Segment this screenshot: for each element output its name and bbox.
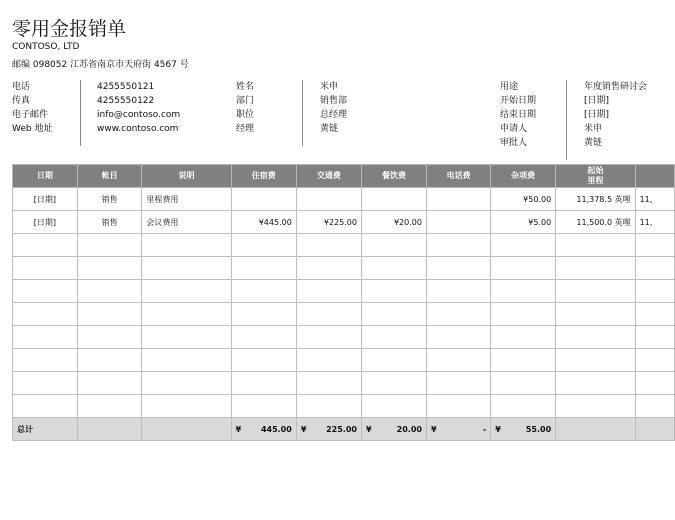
account-cell[interactable] bbox=[77, 349, 142, 372]
total-value: - bbox=[482, 424, 487, 434]
date-cell[interactable] bbox=[13, 303, 78, 326]
total-lodging bbox=[231, 418, 296, 441]
description-cell[interactable] bbox=[142, 326, 231, 349]
account-cell[interactable] bbox=[77, 395, 142, 418]
misc-cell[interactable] bbox=[491, 326, 556, 349]
start-date-value[interactable]: [日期] bbox=[584, 96, 610, 106]
description-cell[interactable] bbox=[142, 234, 231, 257]
start-mileage-cell[interactable] bbox=[556, 349, 635, 372]
column-header-start-mileage: 起始 里程 bbox=[556, 165, 635, 188]
meals-cell[interactable] bbox=[361, 280, 426, 303]
end-mileage-cell[interactable] bbox=[635, 372, 674, 395]
employee-labels bbox=[236, 80, 254, 136]
phone-cell[interactable] bbox=[426, 349, 490, 372]
date-cell[interactable] bbox=[13, 326, 78, 349]
total-meals bbox=[361, 418, 426, 441]
account-cell[interactable] bbox=[77, 372, 142, 395]
purpose-label: 申请人 bbox=[500, 124, 528, 134]
table-row bbox=[13, 257, 675, 280]
column-header-transport: 交通费 bbox=[296, 165, 361, 188]
table-row bbox=[13, 188, 675, 211]
table-row bbox=[13, 349, 675, 372]
lodging-cell[interactable] bbox=[231, 188, 296, 211]
total-row bbox=[13, 418, 675, 441]
account-cell[interactable] bbox=[77, 303, 142, 326]
meals-cell[interactable] bbox=[361, 188, 426, 211]
purpose-value[interactable]: 年度销售研讨会 bbox=[584, 82, 648, 92]
employee-label: 姓名 bbox=[236, 82, 255, 92]
applicant-value[interactable]: 米申 bbox=[584, 124, 603, 134]
purpose-label: 用途 bbox=[500, 82, 519, 92]
start-mileage-cell[interactable] bbox=[556, 395, 635, 418]
start-mileage-cell[interactable] bbox=[556, 303, 635, 326]
misc-cell[interactable] bbox=[491, 395, 556, 418]
table-header-row bbox=[13, 165, 675, 188]
total-phone bbox=[426, 418, 490, 441]
end-mileage-cell[interactable] bbox=[635, 326, 674, 349]
total-account bbox=[77, 418, 142, 441]
account-cell[interactable]: 销售 bbox=[77, 211, 142, 234]
total-end-mileage bbox=[635, 418, 674, 441]
account-cell[interactable] bbox=[77, 234, 142, 257]
transport-cell[interactable] bbox=[296, 395, 361, 418]
employee-values bbox=[320, 80, 347, 136]
start-mileage-cell[interactable] bbox=[556, 234, 635, 257]
account-cell[interactable] bbox=[77, 280, 142, 303]
transport-cell[interactable] bbox=[296, 303, 361, 326]
column-header-description: 说明 bbox=[142, 165, 231, 188]
lodging-cell[interactable]: ¥445.00 bbox=[231, 211, 296, 234]
contact-labels bbox=[12, 80, 52, 136]
end-mileage-cell[interactable] bbox=[635, 395, 674, 418]
transport-cell[interactable] bbox=[296, 257, 361, 280]
page-title: 零用金报销单 bbox=[12, 18, 127, 40]
web-value[interactable]: www.contoso.com bbox=[97, 124, 179, 134]
table-row bbox=[13, 280, 675, 303]
total-transport bbox=[296, 418, 361, 441]
table-row bbox=[13, 326, 675, 349]
total-value: 225.00 bbox=[326, 424, 357, 434]
misc-cell[interactable]: ¥50.00 bbox=[491, 188, 556, 211]
meals-cell[interactable] bbox=[361, 303, 426, 326]
total-label: 总计 bbox=[13, 418, 78, 441]
contact-label: Web 地址 bbox=[12, 124, 53, 134]
currency-symbol: ¥ bbox=[235, 424, 242, 434]
end-mileage-cell[interactable] bbox=[635, 349, 674, 372]
lodging-cell[interactable] bbox=[231, 395, 296, 418]
column-header-phone: 电话费 bbox=[426, 165, 490, 188]
column-header-meals: 餐饮费 bbox=[361, 165, 426, 188]
lodging-cell[interactable] bbox=[231, 349, 296, 372]
meals-cell[interactable] bbox=[361, 326, 426, 349]
purpose-labels bbox=[500, 80, 536, 150]
contact-label: 电话 bbox=[12, 82, 31, 92]
total-value: 20.00 bbox=[396, 424, 422, 434]
position-value[interactable]: 总经理 bbox=[320, 110, 348, 120]
phone-cell[interactable] bbox=[426, 188, 490, 211]
date-cell[interactable] bbox=[13, 395, 78, 418]
misc-cell[interactable] bbox=[491, 280, 556, 303]
table-row bbox=[13, 303, 675, 326]
total-description bbox=[142, 418, 231, 441]
description-cell[interactable]: 里程费用 bbox=[142, 188, 231, 211]
column-header-date: 日期 bbox=[13, 165, 78, 188]
transport-cell[interactable]: ¥225.00 bbox=[296, 211, 361, 234]
misc-cell[interactable] bbox=[491, 349, 556, 372]
date-cell[interactable]: [日期] bbox=[13, 211, 78, 234]
start-mileage-cell[interactable] bbox=[556, 280, 635, 303]
start-mileage-cell[interactable]: 11,500.0 英哩 bbox=[556, 211, 635, 234]
meals-cell[interactable] bbox=[361, 372, 426, 395]
transport-cell[interactable] bbox=[296, 234, 361, 257]
end-mileage-cell[interactable] bbox=[635, 280, 674, 303]
account-cell[interactable] bbox=[77, 326, 142, 349]
end-mileage-cell[interactable] bbox=[635, 303, 674, 326]
meals-cell[interactable] bbox=[361, 257, 426, 280]
description-cell[interactable] bbox=[142, 349, 231, 372]
employee-label: 职位 bbox=[236, 110, 255, 120]
start-mileage-cell[interactable] bbox=[556, 326, 635, 349]
misc-cell[interactable] bbox=[491, 234, 556, 257]
transport-cell[interactable] bbox=[296, 349, 361, 372]
start-mileage-cell[interactable] bbox=[556, 372, 635, 395]
phone-cell[interactable] bbox=[426, 211, 490, 234]
department-value[interactable]: 销售部 bbox=[320, 96, 348, 106]
purpose-label: 结束日期 bbox=[500, 110, 537, 120]
lodging-cell[interactable] bbox=[231, 280, 296, 303]
misc-cell[interactable]: ¥5.00 bbox=[491, 211, 556, 234]
end-mileage-cell[interactable]: 11, bbox=[635, 211, 674, 234]
date-cell[interactable] bbox=[13, 280, 78, 303]
company-name: CONTOSO, LTD bbox=[12, 42, 80, 52]
fax-value[interactable]: 4255550122 bbox=[97, 96, 155, 106]
transport-cell[interactable] bbox=[296, 372, 361, 395]
column-header-account: 帐目 bbox=[77, 165, 142, 188]
divider bbox=[302, 80, 303, 146]
meals-cell[interactable] bbox=[361, 349, 426, 372]
currency-symbol: ¥ bbox=[365, 424, 372, 434]
currency-symbol: ¥ bbox=[300, 424, 307, 434]
transport-cell[interactable] bbox=[296, 188, 361, 211]
phone-cell[interactable] bbox=[426, 234, 490, 257]
misc-cell[interactable] bbox=[491, 372, 556, 395]
phone-cell[interactable] bbox=[426, 326, 490, 349]
end-mileage-cell[interactable] bbox=[635, 234, 674, 257]
purpose-label: 审批人 bbox=[500, 138, 528, 148]
date-cell[interactable] bbox=[13, 372, 78, 395]
currency-symbol: ¥ bbox=[430, 424, 437, 434]
phone-cell[interactable] bbox=[426, 303, 490, 326]
employee-label: 部门 bbox=[236, 96, 255, 106]
purpose-label: 开始日期 bbox=[500, 96, 537, 106]
meals-cell[interactable] bbox=[361, 234, 426, 257]
lodging-cell[interactable] bbox=[231, 326, 296, 349]
date-cell[interactable] bbox=[13, 234, 78, 257]
description-cell[interactable]: 会议费用 bbox=[142, 211, 231, 234]
phone-value[interactable]: 4255550121 bbox=[97, 82, 155, 92]
phone-cell[interactable] bbox=[426, 395, 490, 418]
contact-values bbox=[97, 80, 180, 136]
company-address: 邮编 098052 江苏省南京市天府街 4567 号 bbox=[12, 60, 189, 70]
name-value[interactable]: 米申 bbox=[320, 82, 339, 92]
table-row bbox=[13, 395, 675, 418]
account-cell[interactable]: 销售 bbox=[77, 188, 142, 211]
misc-cell[interactable] bbox=[491, 303, 556, 326]
table-row bbox=[13, 211, 675, 234]
employee-label: 经理 bbox=[236, 124, 255, 134]
contact-label: 传真 bbox=[12, 96, 31, 106]
currency-symbol: ¥ bbox=[495, 424, 501, 434]
expense-table bbox=[12, 164, 675, 441]
account-cell[interactable] bbox=[77, 257, 142, 280]
total-value: 55.00 bbox=[525, 424, 552, 434]
date-cell[interactable] bbox=[13, 349, 78, 372]
transport-cell[interactable] bbox=[296, 326, 361, 349]
total-misc bbox=[491, 418, 556, 441]
lodging-cell[interactable] bbox=[231, 372, 296, 395]
end-mileage-cell[interactable]: 11, bbox=[635, 188, 674, 211]
description-cell[interactable] bbox=[142, 280, 231, 303]
end-date-value[interactable]: [日期] bbox=[584, 110, 610, 120]
total-start-mileage bbox=[556, 418, 635, 441]
description-cell[interactable] bbox=[142, 395, 231, 418]
start-mileage-cell[interactable] bbox=[556, 257, 635, 280]
start-mileage-cell[interactable]: 11,378.5 英哩 bbox=[556, 188, 635, 211]
phone-cell[interactable] bbox=[426, 257, 490, 280]
end-mileage-cell[interactable] bbox=[635, 257, 674, 280]
description-cell[interactable] bbox=[142, 257, 231, 280]
divider bbox=[80, 80, 81, 146]
date-cell[interactable]: [日期] bbox=[13, 188, 78, 211]
email-value[interactable]: info@contoso.com bbox=[97, 110, 181, 120]
contact-label: 电子邮件 bbox=[12, 110, 49, 120]
column-header-end-mileage bbox=[635, 165, 674, 188]
table-row bbox=[13, 234, 675, 257]
manager-value[interactable]: 黄链 bbox=[320, 124, 339, 134]
divider bbox=[566, 80, 567, 160]
date-cell[interactable] bbox=[13, 257, 78, 280]
description-cell[interactable] bbox=[142, 303, 231, 326]
meals-cell[interactable]: ¥20.00 bbox=[361, 211, 426, 234]
approver-value[interactable]: 黄链 bbox=[584, 138, 603, 148]
transport-cell[interactable] bbox=[296, 280, 361, 303]
column-header-lodging: 住宿费 bbox=[231, 165, 296, 188]
phone-cell[interactable] bbox=[426, 372, 490, 395]
phone-cell[interactable] bbox=[426, 280, 490, 303]
lodging-cell[interactable] bbox=[231, 303, 296, 326]
purpose-values bbox=[584, 80, 647, 150]
meals-cell[interactable] bbox=[361, 395, 426, 418]
misc-cell[interactable] bbox=[491, 257, 556, 280]
total-value: 445.00 bbox=[260, 424, 292, 434]
column-header-misc: 杂项费 bbox=[491, 165, 556, 188]
description-cell[interactable] bbox=[142, 372, 231, 395]
lodging-cell[interactable] bbox=[231, 257, 296, 280]
lodging-cell[interactable] bbox=[231, 234, 296, 257]
table-row bbox=[13, 372, 675, 395]
